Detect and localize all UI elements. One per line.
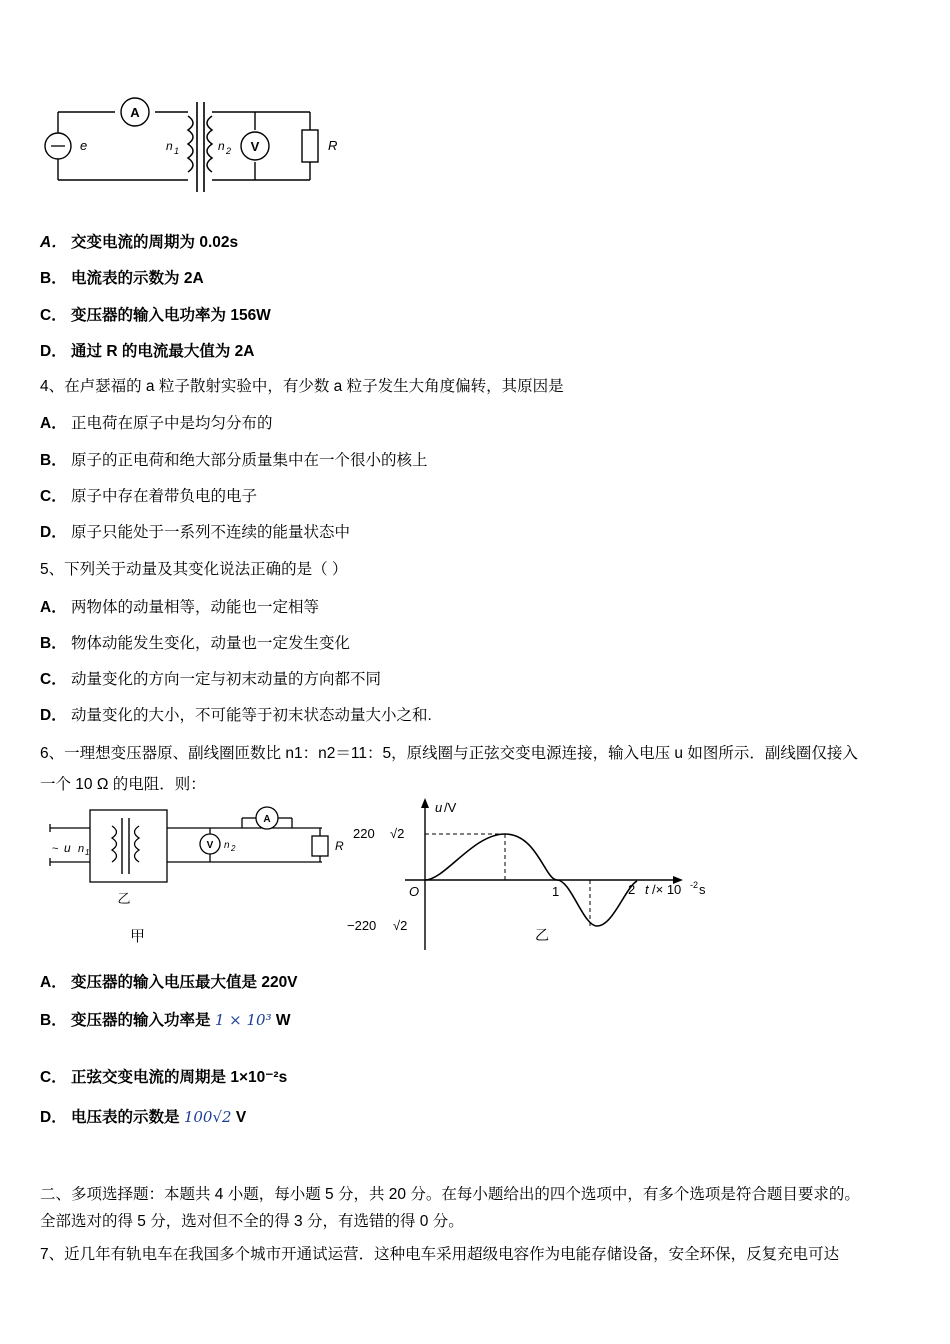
q5-option-a-label: A．: [40, 599, 67, 616]
q3-option-a-text: 交变电流的周期为 0.02s: [71, 234, 239, 251]
q6-option-a-text: 变压器的输入电压最大值是 220V: [71, 974, 298, 991]
svg-text:√2: √2: [393, 918, 408, 933]
q4-option-a: [40, 411, 273, 433]
svg-text:t: t: [645, 882, 649, 897]
q5-option-d: [40, 703, 432, 725]
q4-option-c-label: C．: [40, 488, 67, 505]
q6-option-a: [40, 970, 298, 992]
svg-text:R: R: [335, 839, 344, 853]
svg-text:n: n: [78, 843, 85, 855]
q5-option-b-text: 物体动能发生变化，动量也一定发生变化: [71, 635, 351, 652]
q5-option-b-label: B．: [40, 635, 67, 652]
figure-transformer-circuit: [40, 82, 338, 212]
q3-option-a-label: A．: [40, 234, 67, 251]
svg-text:V: V: [206, 840, 214, 851]
q4-option-b-label: B．: [40, 452, 67, 469]
q6-option-d-handwritten: 100√2: [183, 1108, 232, 1126]
q3-option-d-label: D．: [40, 343, 67, 360]
q6-option-c-text: 正弦交变电流的周期是 1×10⁻²s: [71, 1069, 288, 1086]
q4-option-d-text: 原子只能处于一系列不连续的能量状态中: [71, 524, 351, 541]
svg-text:√2: √2: [390, 826, 405, 841]
q6-option-d-label: D．: [40, 1109, 67, 1126]
q4-option-d: [40, 520, 350, 542]
q3-option-c-text: 变压器的输入电功率为 156W: [71, 307, 271, 324]
q4-option-b: [40, 448, 428, 470]
q6-option-b: [40, 1008, 291, 1030]
q5-option-c: [40, 667, 381, 689]
q5-option-d-text: 动量变化的大小，不可能等于初末状态动量大小之和.: [71, 707, 432, 724]
q3-option-d: [40, 339, 254, 361]
q3-option-b-text: 电流表的示数为 2A: [71, 270, 204, 287]
q3-option-b: [40, 266, 204, 288]
q3-option-a: [40, 230, 238, 252]
svg-text:R: R: [328, 138, 338, 153]
q7-stem: 7、近几年有轨电车在我国多个城市开通试运营．这种电车采用超级电容作为电能存储设备，安全环保，反复充电可达: [40, 1246, 840, 1263]
q6-stem-line1: 6、一理想变压器原、副线圈匝数比 n1：n2＝11：5，原线圈与正弦交变电源连接，输入电压 u 如图所示．副线圈仅接入: [40, 745, 858, 762]
svg-text:1: 1: [85, 848, 90, 857]
q6-option-a-label: A．: [40, 974, 67, 991]
q4-option-c: [40, 484, 257, 506]
svg-text:A: A: [263, 814, 271, 825]
q6-option-d-text: 电压表的示数是: [71, 1109, 180, 1126]
svg-text:−220: −220: [347, 918, 377, 933]
q5-option-d-label: D．: [40, 707, 67, 724]
q6-option-b-label: B．: [40, 1012, 67, 1029]
q5-option-c-text: 动量变化的方向一定与初末动量的方向都不同: [71, 671, 382, 688]
q6-stem-line2: 一个 10 Ω 的电阻．则：: [40, 776, 206, 793]
svg-text:n: n: [166, 139, 173, 153]
q6-option-d-tail: V: [235, 1109, 247, 1126]
q6-option-b-handwritten: 1 × 10³: [214, 1011, 272, 1029]
section2-line1: 二、多项选择题：本题共 4 小题，每小题 5 分，共 20 分。在每小题给出的四个选项中，有多个选项是符合题目要求的。: [40, 1186, 860, 1203]
q3-option-b-label: B．: [40, 270, 67, 287]
q6-option-c-label: C．: [40, 1069, 67, 1086]
q5-option-c-label: C．: [40, 671, 67, 688]
q5-option-b: [40, 631, 350, 653]
svg-text:/V: /V: [444, 800, 457, 815]
figure2-caption: 甲: [130, 928, 146, 945]
svg-text:2: 2: [628, 882, 636, 897]
q5-stem: 5、下列关于动量及其变化说法正确的是（ ）: [40, 561, 348, 578]
svg-text:220: 220: [353, 826, 375, 841]
q4-option-a-text: 正电荷在原子中是均匀分布的: [71, 415, 273, 432]
svg-text:/× 10: /× 10: [652, 882, 682, 897]
q5-option-a-text: 两物体的动量相等，动能也一定相等: [71, 599, 320, 616]
section2-line2: 全部选对的得 5 分，选对但不全的得 3 分，有选错的得 0 分。: [40, 1213, 464, 1230]
q6-option-b-text: 变压器的输入功率是: [71, 1012, 211, 1029]
svg-text:乙: 乙: [117, 891, 131, 906]
svg-text:e: e: [80, 138, 88, 153]
svg-text:2: 2: [231, 844, 236, 853]
svg-text:n: n: [218, 139, 225, 153]
q3-option-c: [40, 303, 271, 325]
q5-option-a: [40, 595, 319, 617]
q4-stem: 4、在卢瑟福的 a 粒子散射实验中，有少数 a 粒子发生大角度偏转，其原因是: [40, 378, 564, 395]
q4-option-d-label: D．: [40, 524, 67, 541]
svg-text:1: 1: [552, 884, 560, 899]
svg-text:乙: 乙: [535, 927, 549, 943]
q4-option-b-text: 原子的正电荷和绝大部分质量集中在一个很小的核上: [71, 452, 428, 469]
svg-text:O: O: [409, 884, 420, 899]
q6-option-c: [40, 1065, 287, 1087]
svg-text:u: u: [64, 841, 71, 855]
svg-text:1: 1: [174, 146, 180, 156]
q6-option-b-tail: W: [275, 1012, 291, 1029]
svg-text:V: V: [250, 139, 260, 154]
q6-option-d: [40, 1105, 246, 1127]
q3-option-d-text: 通过 R 的电流最大值为 2A: [71, 343, 255, 360]
figure-transformer-box: [42, 800, 342, 950]
svg-text:A: A: [130, 105, 140, 120]
chart-voltage-vs-time: [345, 790, 745, 965]
svg-text:n: n: [224, 840, 230, 851]
svg-text:~: ~: [52, 843, 59, 855]
svg-text:-2: -2: [690, 880, 699, 890]
svg-text:u: u: [435, 800, 443, 815]
svg-text:2: 2: [226, 146, 232, 156]
q4-option-a-label: A．: [40, 415, 67, 432]
q4-option-c-text: 原子中存在着带负电的电子: [71, 488, 258, 505]
svg-text:s: s: [699, 882, 706, 897]
q3-option-c-label: C．: [40, 307, 67, 324]
